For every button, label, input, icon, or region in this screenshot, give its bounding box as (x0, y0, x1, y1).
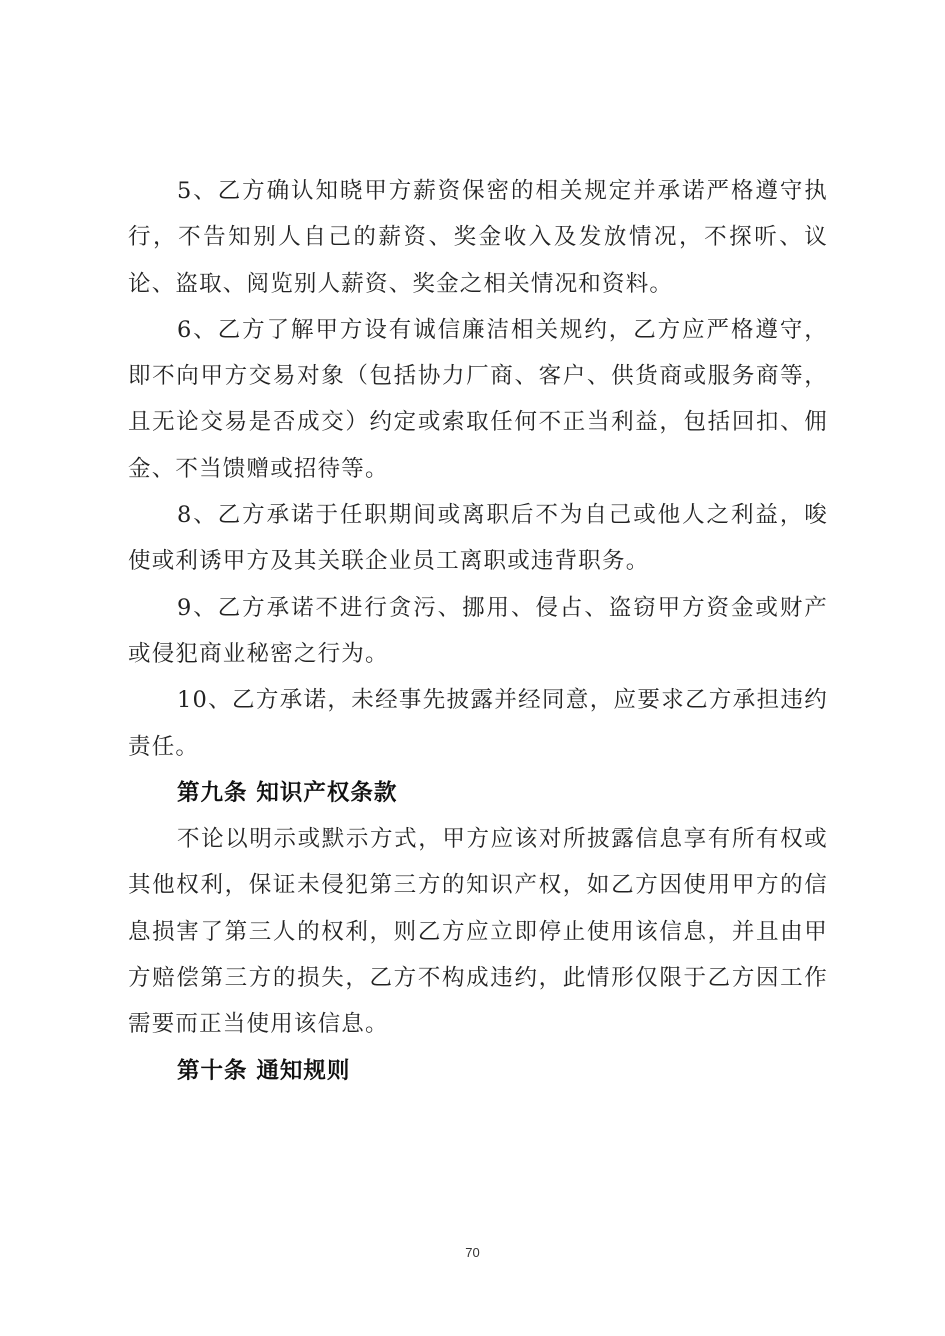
clause-6-paragraph: 6、乙方了解甲方设有诚信廉洁相关规约，乙方应严格遵守，即不向甲方交易对象（包括协力厂商、客户、供货商或服务商等，且无论交易是否成交）约定或索取任何不正当利益，包括回扣、佣金、不当馈赠或招待等。 (128, 316, 828, 482)
clause-5-paragraph: 5、乙方确认知晓甲方薪资保密的相关规定并承诺严格遵守执行，不告知别人自己的薪资、奖金收入及发放情况，不探听、议论、盗取、阅览别人薪资、奖金之相关情况和资料。 (128, 178, 828, 297)
page-number: 70 (465, 1245, 480, 1260)
article-9-paragraph: 不论以明示或默示方式，甲方应该对所披露信息享有所有权或其他权利，保证未侵犯第三方的知识产权，如乙方因使用甲方的信息损害了第三人的权利，则乙方应立即停止使用该信息，并且由甲方赔偿第三方的损失，乙方不构成违约，此情形仅限于乙方因工作需要而正当使用该信息。 (128, 826, 828, 1038)
document-body (128, 168, 828, 1094)
article-10-heading: 第十条 通知规则 (177, 1057, 351, 1084)
clause-10-paragraph: 10、乙方承诺，未经事先披露并经同意，应要求乙方承担违约责任。 (128, 687, 828, 760)
clause-9-paragraph: 9、乙方承诺不进行贪污、挪用、侵占、盗窃甲方资金或财产或侵犯商业秘密之行为。 (128, 594, 828, 667)
article-9-heading: 第九条 知识产权条款 (177, 779, 398, 806)
clause-8-paragraph: 8、乙方承诺于任职期间或离职后不为自己或他人之利益，唆使或利诱甲方及其关联企业员工离职或违背职务。 (128, 502, 828, 575)
